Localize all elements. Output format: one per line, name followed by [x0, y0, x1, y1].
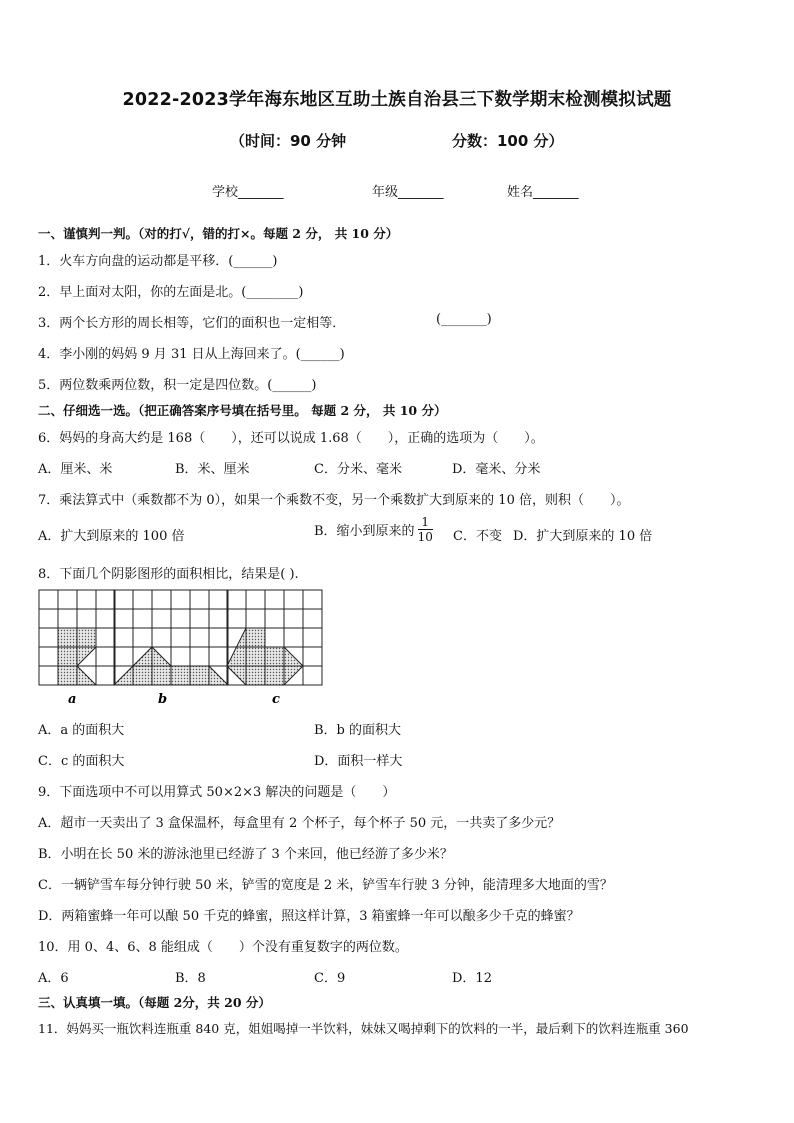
q9-option-a: A．超市一天卖出了 3 盒保温杯，每盒里有 2 个杯子，每个杯子 50 元，一共卖了多少元？ — [38, 816, 561, 831]
figure-a — [39, 590, 115, 685]
figure-c — [227, 590, 322, 685]
q10-option-c: C．9 — [314, 971, 346, 986]
fraction-one-tenth — [418, 515, 433, 544]
name-field: 姓名_______ — [507, 185, 579, 200]
q7-option-d: D．扩大到原来的 10 倍 — [513, 529, 653, 544]
q10-option-a: A．6 — [38, 971, 69, 986]
question-9: 9．下面选项中不可以用算式 50×2×3 解决的问题是（ ） — [38, 785, 396, 800]
section-2-heading: 二、仔细选一选。（把正确答案序号填在括号里。 每题 2 分， 共 10 分） — [38, 403, 447, 418]
q7-option-b — [314, 515, 436, 544]
q6-option-b: B．米、厘米 — [175, 462, 250, 477]
question-2: 2．早上面对太阳，你的左面是北。(________) — [38, 285, 304, 300]
q6-option-d: D．毫米、分米 — [452, 462, 541, 477]
q8-option-a: A．a 的面积大 — [38, 723, 125, 738]
figure-b-label: b — [158, 692, 168, 707]
q10-option-b: B．8 — [175, 971, 206, 986]
q10-option-d: D．12 — [452, 971, 492, 986]
figure-a-label: a — [68, 692, 77, 707]
school-field: 学校_______ — [212, 185, 284, 200]
question-7: 7．乘法算式中（乘数都不为 0），如果一个乘数不变，另一个乘数扩大到原来的 10 倍，则积（ ）。 — [38, 493, 630, 508]
section-1-heading: 一、谨慎判一判。（对的打√，错的打×。每题 2 分， 共 10 分） — [38, 226, 399, 241]
q8-option-d: D．面积一样大 — [314, 754, 403, 769]
page-title: 2022-2023学年海东地区互助土族自治县三下数学期末检测模拟试题 — [122, 90, 672, 110]
q8-option-b: B．b 的面积大 — [314, 723, 402, 738]
question-5: 5．两位数乘两位数，积一定是四位数。(______) — [38, 378, 317, 393]
question-1: 1．火车方向盘的运动都是平移．(______) — [38, 254, 278, 269]
q9-option-b: B．小明在长 50 米的游泳池里已经游了 3 个来回，他已经游了多少米？ — [38, 847, 453, 862]
question-3-blank: (_______) — [436, 312, 492, 327]
q8-option-c: C．c 的面积大 — [38, 754, 125, 769]
question-8: 8．下面几个阴影图形的面积相比，结果是( ). — [38, 567, 299, 582]
question-6: 6．妈妈的身高大约是 168（ ），还可以说成 1.68（ ），正确的选项为（ ）。 — [38, 431, 544, 446]
q9-option-d: D．两箱蜜蜂一年可以酿 50 千克的蜂蜜，照这样计算，3 箱蜜蜂一年可以酿多少千克的蜂蜜？ — [38, 909, 580, 924]
q8-figures — [30, 585, 340, 710]
figure-c-label: c — [272, 692, 280, 707]
q7-option-b-text: B．缩小到原来的 — [314, 524, 415, 539]
q6-option-c: C．分米、毫米 — [314, 462, 402, 477]
exam-time: （时间：90 分钟 — [230, 132, 347, 150]
q9-option-c: C．一辆铲雪车每分钟行驶 50 米，铲雪的宽度是 2 米，铲雪车行驶 3 分钟，能清理多大地面的雪？ — [38, 878, 613, 893]
figure-b — [114, 590, 228, 685]
question-3: 3．两个长方形的周长相等，它们的面积也一定相等． — [38, 316, 346, 331]
question-10: 10．用 0、4、6、8 能组成（ ）个没有重复数字的两位数。 — [38, 940, 408, 955]
q6-option-a: A．厘米、米 — [38, 462, 113, 477]
section-3-heading: 三、认真填一填。（每题 2分，共 20 分） — [38, 995, 271, 1010]
exam-score: 分数：100 分） — [452, 132, 564, 150]
question-11: 11．妈妈买一瓶饮料连瓶重 840 克，姐姐喝掉一半饮料，妹妹又喝掉剩下的饮料的一半，最后剩下的饮料连瓶重 360 — [38, 1021, 689, 1036]
question-4: 4．李小刚的妈妈 9 月 31 日从上海回来了。(______) — [38, 347, 345, 362]
q7-option-a: A．扩大到原来的 100 倍 — [38, 529, 185, 544]
grade-field: 年级_______ — [372, 185, 444, 200]
q7-option-c: C．不变 — [453, 529, 502, 544]
fraction-numerator: 1 — [418, 515, 433, 530]
fraction-denominator: 10 — [417, 530, 433, 544]
